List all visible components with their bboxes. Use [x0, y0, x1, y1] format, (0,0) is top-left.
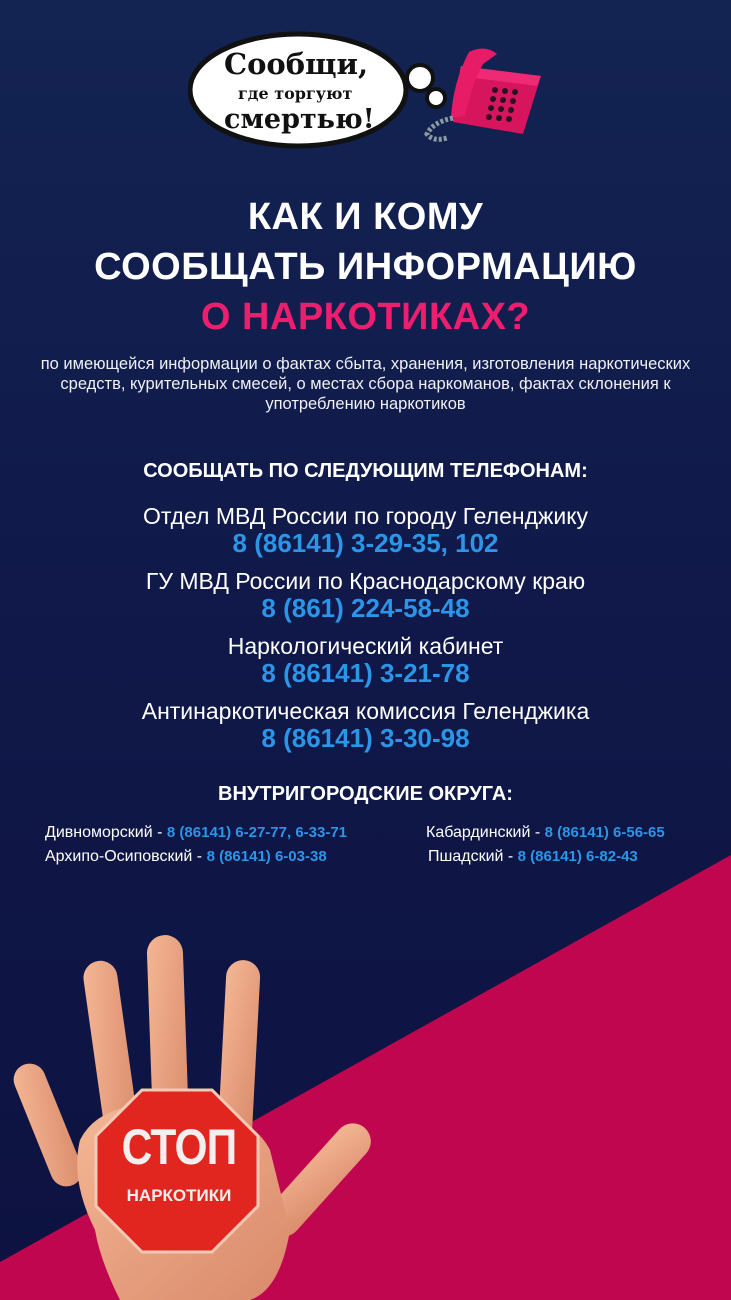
district-name: Кабардинский - — [426, 824, 545, 841]
stop-sign-text-1: СТОП — [121, 1119, 237, 1175]
districts-section-heading: ВНУТРИГОРОДСКИЕ ОКРУГА: — [218, 783, 513, 805]
contact-org: Наркологический кабинет — [227, 633, 504, 659]
telephone-icon — [413, 42, 553, 152]
header-illustration — [188, 30, 558, 160]
description-text: по имеющейся информации о фактах сбыта, хранения, изготовления наркотических средств, курительных смесей, о местах сбора наркоманов, фактах склонения к употреблению наркотиков — [40, 355, 691, 413]
bubble-line-2: где торгуют — [238, 84, 353, 103]
contact-item — [0, 698, 731, 752]
contact-phone[interactable]: 8 (86141) 3-29-35, 102 — [232, 528, 499, 558]
contact-phone[interactable]: 8 (86141) 3-30-98 — [261, 723, 470, 753]
district-name: Архипо-Осиповский - — [45, 848, 207, 865]
stop-sign-text-2: НАРКОТИКИ — [126, 1186, 232, 1205]
contact-item — [0, 503, 731, 557]
contact-org: Антинаркотическая комиссия Геленджика — [141, 698, 590, 724]
district-phone[interactable]: 8 (86141) 6-56-65 — [544, 824, 665, 841]
contact-phone[interactable]: 8 (86141) 3-21-78 — [261, 658, 470, 688]
district-item — [426, 824, 665, 842]
page-title-line-2: СООБЩАТЬ ИНФОРМАЦИЮ — [94, 246, 637, 288]
bubble-line-1: Сообщи, — [224, 47, 369, 81]
district-name: Дивноморский - — [45, 824, 167, 841]
phones-section-heading: СООБЩАТЬ ПО СЛЕДУЮЩИМ ТЕЛЕФОНАМ: — [143, 460, 588, 482]
district-item — [45, 848, 327, 866]
contact-org: ГУ МВД России по Краснодарскому краю — [145, 568, 586, 594]
district-item — [45, 824, 347, 842]
district-item — [428, 848, 638, 866]
district-phone[interactable]: 8 (86141) 6-82-43 — [517, 848, 638, 865]
contact-item — [0, 633, 731, 687]
contact-phone[interactable]: 8 (861) 224-58-48 — [261, 593, 470, 623]
stop-hand-illustration — [0, 890, 420, 1300]
district-phone[interactable]: 8 (86141) 6-03-38 — [206, 848, 327, 865]
page-title-line-1: КАК И КОМУ — [247, 196, 484, 238]
page-title-line-3: О НАРКОТИКАХ? — [200, 296, 531, 338]
district-name: Пшадский - — [428, 848, 518, 865]
district-phone[interactable]: 8 (86141) 6-27-77, 6-33-71 — [166, 824, 348, 841]
contact-item — [0, 568, 731, 622]
contact-org: Отдел МВД России по городу Геленджику — [142, 503, 589, 529]
bubble-line-3: смертью! — [224, 104, 375, 135]
